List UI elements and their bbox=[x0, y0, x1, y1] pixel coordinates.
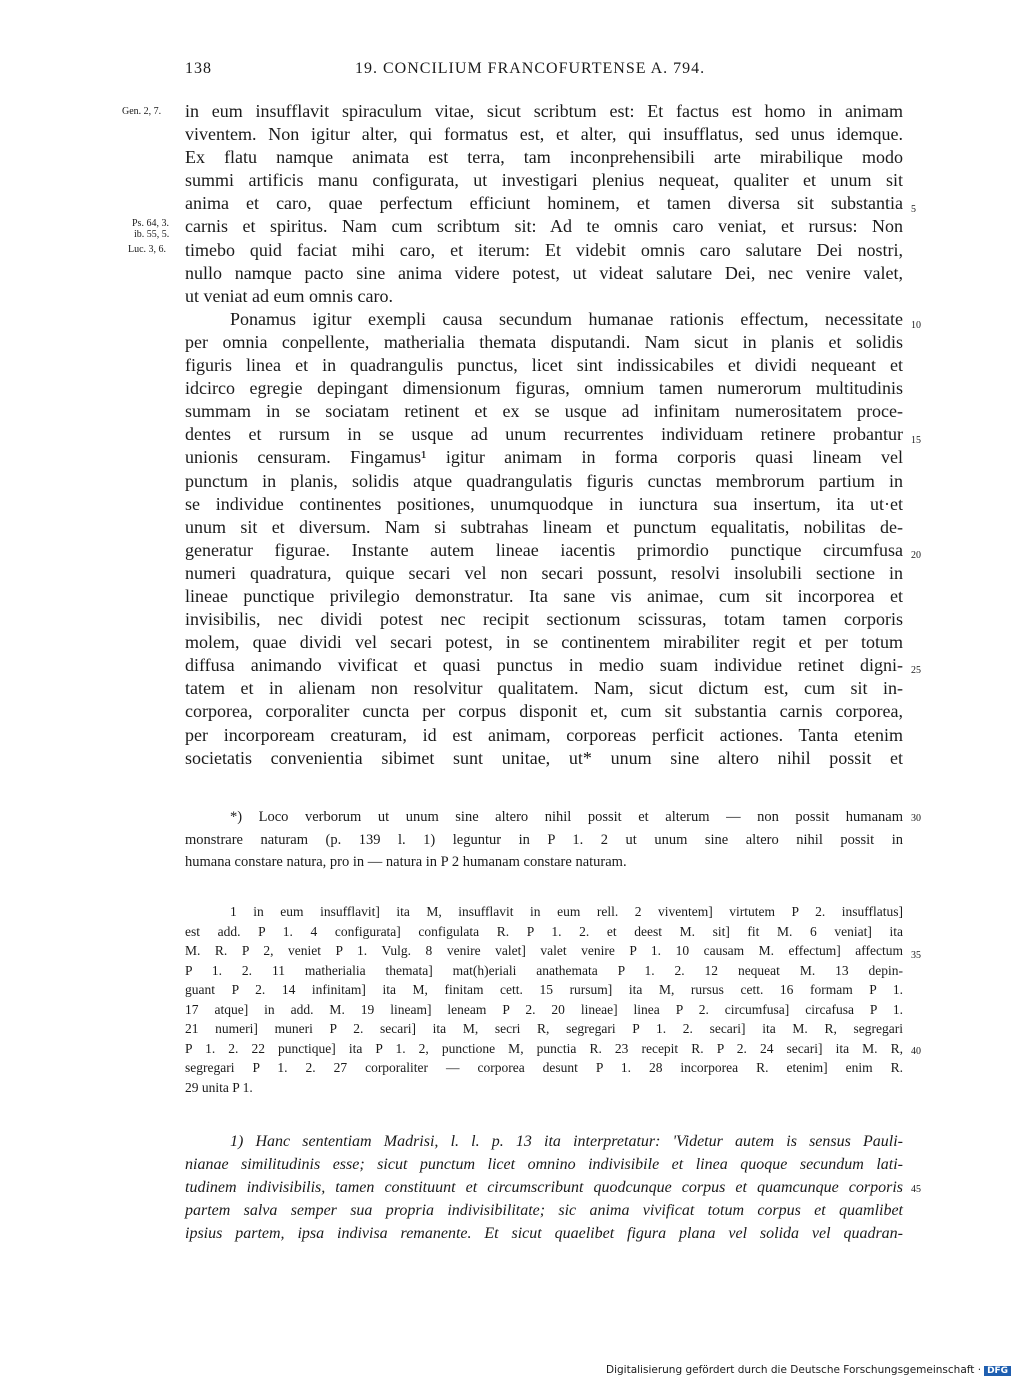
apparatus-line: P 1. 2. 22 punctique] ita P 1. 2, punctione M, punctia R. 23 recepit R. P 2. 24 secari] ita M. R, bbox=[185, 1040, 903, 1056]
footnote-line: 1) Hanc sententiam Madrisi, l. l. p. 13 ita interpretatur: 'Videtur autem is sensus Pauli- bbox=[230, 1133, 903, 1150]
text-line: in eum insufflavit spiraculum vitae, sicut scribtum est: Et factus est homo in animam bbox=[185, 101, 903, 121]
text-line: generatur figurae. Instante autem lineae iacentis primordio punctique circumfusa bbox=[185, 539, 903, 560]
dfg-logo: DFG bbox=[984, 1366, 1011, 1376]
text-line: tatem et in alienam non resolvitur qualitatem. Nam, sicut dictum est, cum sit in- bbox=[185, 678, 903, 699]
apparatus-line: segregari P 1. 2. 27 corporaliter — corporea desunt P 1. 28 incorporea R. etenim] enim R. bbox=[185, 1060, 903, 1075]
line-number: 10 bbox=[911, 320, 921, 331]
apparatus-line: guant P 2. 14 infinitam] ita M, finitam cett. 15 rursum] ita M, rursus cett. 16 formam P 1. bbox=[185, 982, 903, 997]
text-line: Ponamus igitur exempli causa secundum humanae rationis effectum, necessitate bbox=[230, 308, 903, 329]
line-number: 35 bbox=[911, 950, 921, 961]
text-line: unum sit et diversum. Nam si subtrahas lineam et punctum equalitatis, nobilitas de- bbox=[185, 516, 903, 537]
text-line: molem, quae dividi vel secari potest, in se continentem mirabiliter regit et per totum bbox=[185, 632, 903, 653]
note-line: *) Loco verborum ut unum sine altero nihil possit et alterum — non possit humanam bbox=[230, 809, 903, 825]
text-line: anima et caro, quae perfectum efficiunt hominem, et tamen diversa sit substantia bbox=[185, 193, 903, 214]
text-line: societatis convenientia sibimet sunt unitae, ut* unum sine altero nihil possit et bbox=[185, 747, 903, 768]
line-number: 20 bbox=[911, 550, 921, 561]
text-line: figuris linea et in quadrangulis punctus, licet sint indissicabiles et dividi nequeant et bbox=[185, 355, 903, 376]
text-line: per omnia conpellente, matherialia themata disputandi. Nam sicut in planis et solidis bbox=[185, 331, 903, 352]
apparatus-line: 1 in eum insufflavit] ita M, insufflavit in eum rell. 2 viventem] virtutem P 2. insufflatus] bbox=[230, 904, 903, 919]
footnote-line: nianae similitudinis esse; sicut punctum licet omnino indivisibile et linea quoque secundum lati- bbox=[185, 1156, 903, 1173]
margin-ref: ib. 55, 5. bbox=[134, 229, 170, 240]
footnote-line: tudinem indivisibilis, tamen constituunt et circumscribunt quodcunque corpus et quamcunque corporis bbox=[185, 1179, 903, 1196]
margin-ref: Gen. 2, 7. bbox=[122, 106, 162, 117]
text-line: unionis censuram. Fingamus¹ igitur animam in forma corporis quasi lineam vel bbox=[185, 447, 903, 468]
note-line: humana constare natura, pro in — natura in P 2 humanam constare naturam. bbox=[185, 854, 627, 871]
footnote bbox=[185, 1130, 903, 1245]
apparatus-line: P 1. 2. 11 matherialia themata] mat(h)eriali anathemata P 1. 2. 12 nequeat M. 13 depin- bbox=[185, 962, 903, 978]
critical-apparatus bbox=[185, 902, 903, 1097]
running-title: 19. CONCILIUM FRANCOFURTENSE A. 794. bbox=[355, 60, 706, 77]
digitization-credit bbox=[606, 1364, 1011, 1376]
text-line: nullo namque pacto sine anima videre potest, ut videat salutare Dei, nec venire valet, bbox=[185, 262, 903, 283]
line-number: 45 bbox=[911, 1184, 921, 1195]
text-line: per incorpoream creaturam, id est animam, corporeas perficit actiones. Tanta etenim bbox=[185, 724, 903, 745]
text-line: ut veniat ad eum omnis caro. bbox=[185, 285, 393, 306]
line-number: 30 bbox=[911, 813, 921, 824]
text-line: viventem. Non igitur alter, qui formatus est, et alter, qui insufflatus, sed unus idemque. bbox=[185, 124, 903, 145]
text-line: corporea, corporaliter cuncta per corpus disponit et, cum sit substantia carnis corporea, bbox=[185, 701, 903, 722]
text-line: summi artificis manu configurata, ut investigari plenius nequeat, qualiter et unum sit bbox=[185, 170, 903, 191]
star-note bbox=[185, 806, 903, 874]
line-number: 5 bbox=[911, 204, 916, 215]
line-number: 40 bbox=[911, 1046, 921, 1057]
apparatus-line: est add. P 1. 4 configurata] configulata R. P 1. 2. et deest M. sit] fit M. 6 veniat] ita bbox=[185, 923, 903, 939]
footnote-line: partem salva semper sua propria indivisibilitate; sic anima vivificat totum corpus et quamlibet bbox=[185, 1202, 903, 1219]
text-line: punctum in planis, solidis atque quadrangulatis figuris cunctas membrorum partium in bbox=[185, 470, 903, 491]
apparatus-line: 29 unita P 1. bbox=[185, 1079, 253, 1095]
text-line: timebo quid faciat mihi caro, et iterum: Et videbit omnis caro salutare Dei nostri, bbox=[185, 239, 903, 260]
text-line: diffusa animando vivificat et quasi punctus in medio suam individue retinet digni- bbox=[185, 655, 903, 676]
note-line: monstrare naturam (p. 139 l. 1) leguntur in P 1. 2 ut unum sine altero nihil possit in bbox=[185, 831, 903, 848]
text-line: idcirco egregie depingant dimensionum figuras, omnium tamen numerorum multitudinis bbox=[185, 378, 903, 399]
apparatus-line: 17 atque] in add. M. 19 lineam] leneam P 2. 20 lineae] linea P 2. circumfusa] circafusa P 1. bbox=[185, 1001, 903, 1017]
line-number: 15 bbox=[911, 435, 921, 446]
text-line: summam in se sociatam retinent et ex se usque ad infinitam numerositatem proce- bbox=[185, 401, 903, 422]
text-line: lineae punctique privilegio demonstratur. Ita sane vis animae, cum sit incorporea et bbox=[185, 585, 903, 606]
main-text bbox=[185, 100, 903, 770]
page-number: 138 bbox=[185, 60, 212, 77]
margin-ref: Ps. 64, 3. bbox=[132, 218, 169, 229]
margin-ref: Luc. 3, 6. bbox=[128, 244, 167, 255]
running-header bbox=[185, 60, 905, 86]
apparatus-line: 21 numeri] muneri P 2. secari] ita M, secri R, segregari P 1. 2. secari] ita M. R, segregari bbox=[185, 1021, 903, 1036]
apparatus-line: M. R. P 2, veniet P 1. Vulg. 8 venire valet] valet venire P 1. 10 causam M. effectum] affectum bbox=[185, 943, 903, 958]
text-line: Ex flatu namque animata est terra, tam inconprehensibili arte mirabilique modo bbox=[185, 147, 903, 168]
text-line: se individue continentes positiones, unumquodque in iunctura sua insertum, ita ut·et bbox=[185, 493, 903, 514]
text-line: invisibilis, nec dividi potest nec recipit sectionum scissuras, totam tamen corporis bbox=[185, 609, 903, 630]
line-number: 25 bbox=[911, 665, 921, 676]
text-line: dentes et rursum in se usque ad unum recurrentes individuam retinere probantur bbox=[185, 424, 903, 445]
credit-text: Digitalisierung gefördert durch die Deutsche Forschungsgemeinschaft · bbox=[606, 1364, 982, 1376]
footnote-line: ipsius partem, ipsa indivisa remanente. Et sicut quaelibet figura plana vel solida vel quadran- bbox=[185, 1225, 903, 1242]
text-line: numeri quadratura, quique secari vel non secari possunt, resolvi insolubili sectione in bbox=[185, 562, 903, 583]
text-line: carnis et spiritus. Nam cum scribtum sit: Ad te omnis caro veniat, et rursus: Non bbox=[185, 216, 903, 237]
